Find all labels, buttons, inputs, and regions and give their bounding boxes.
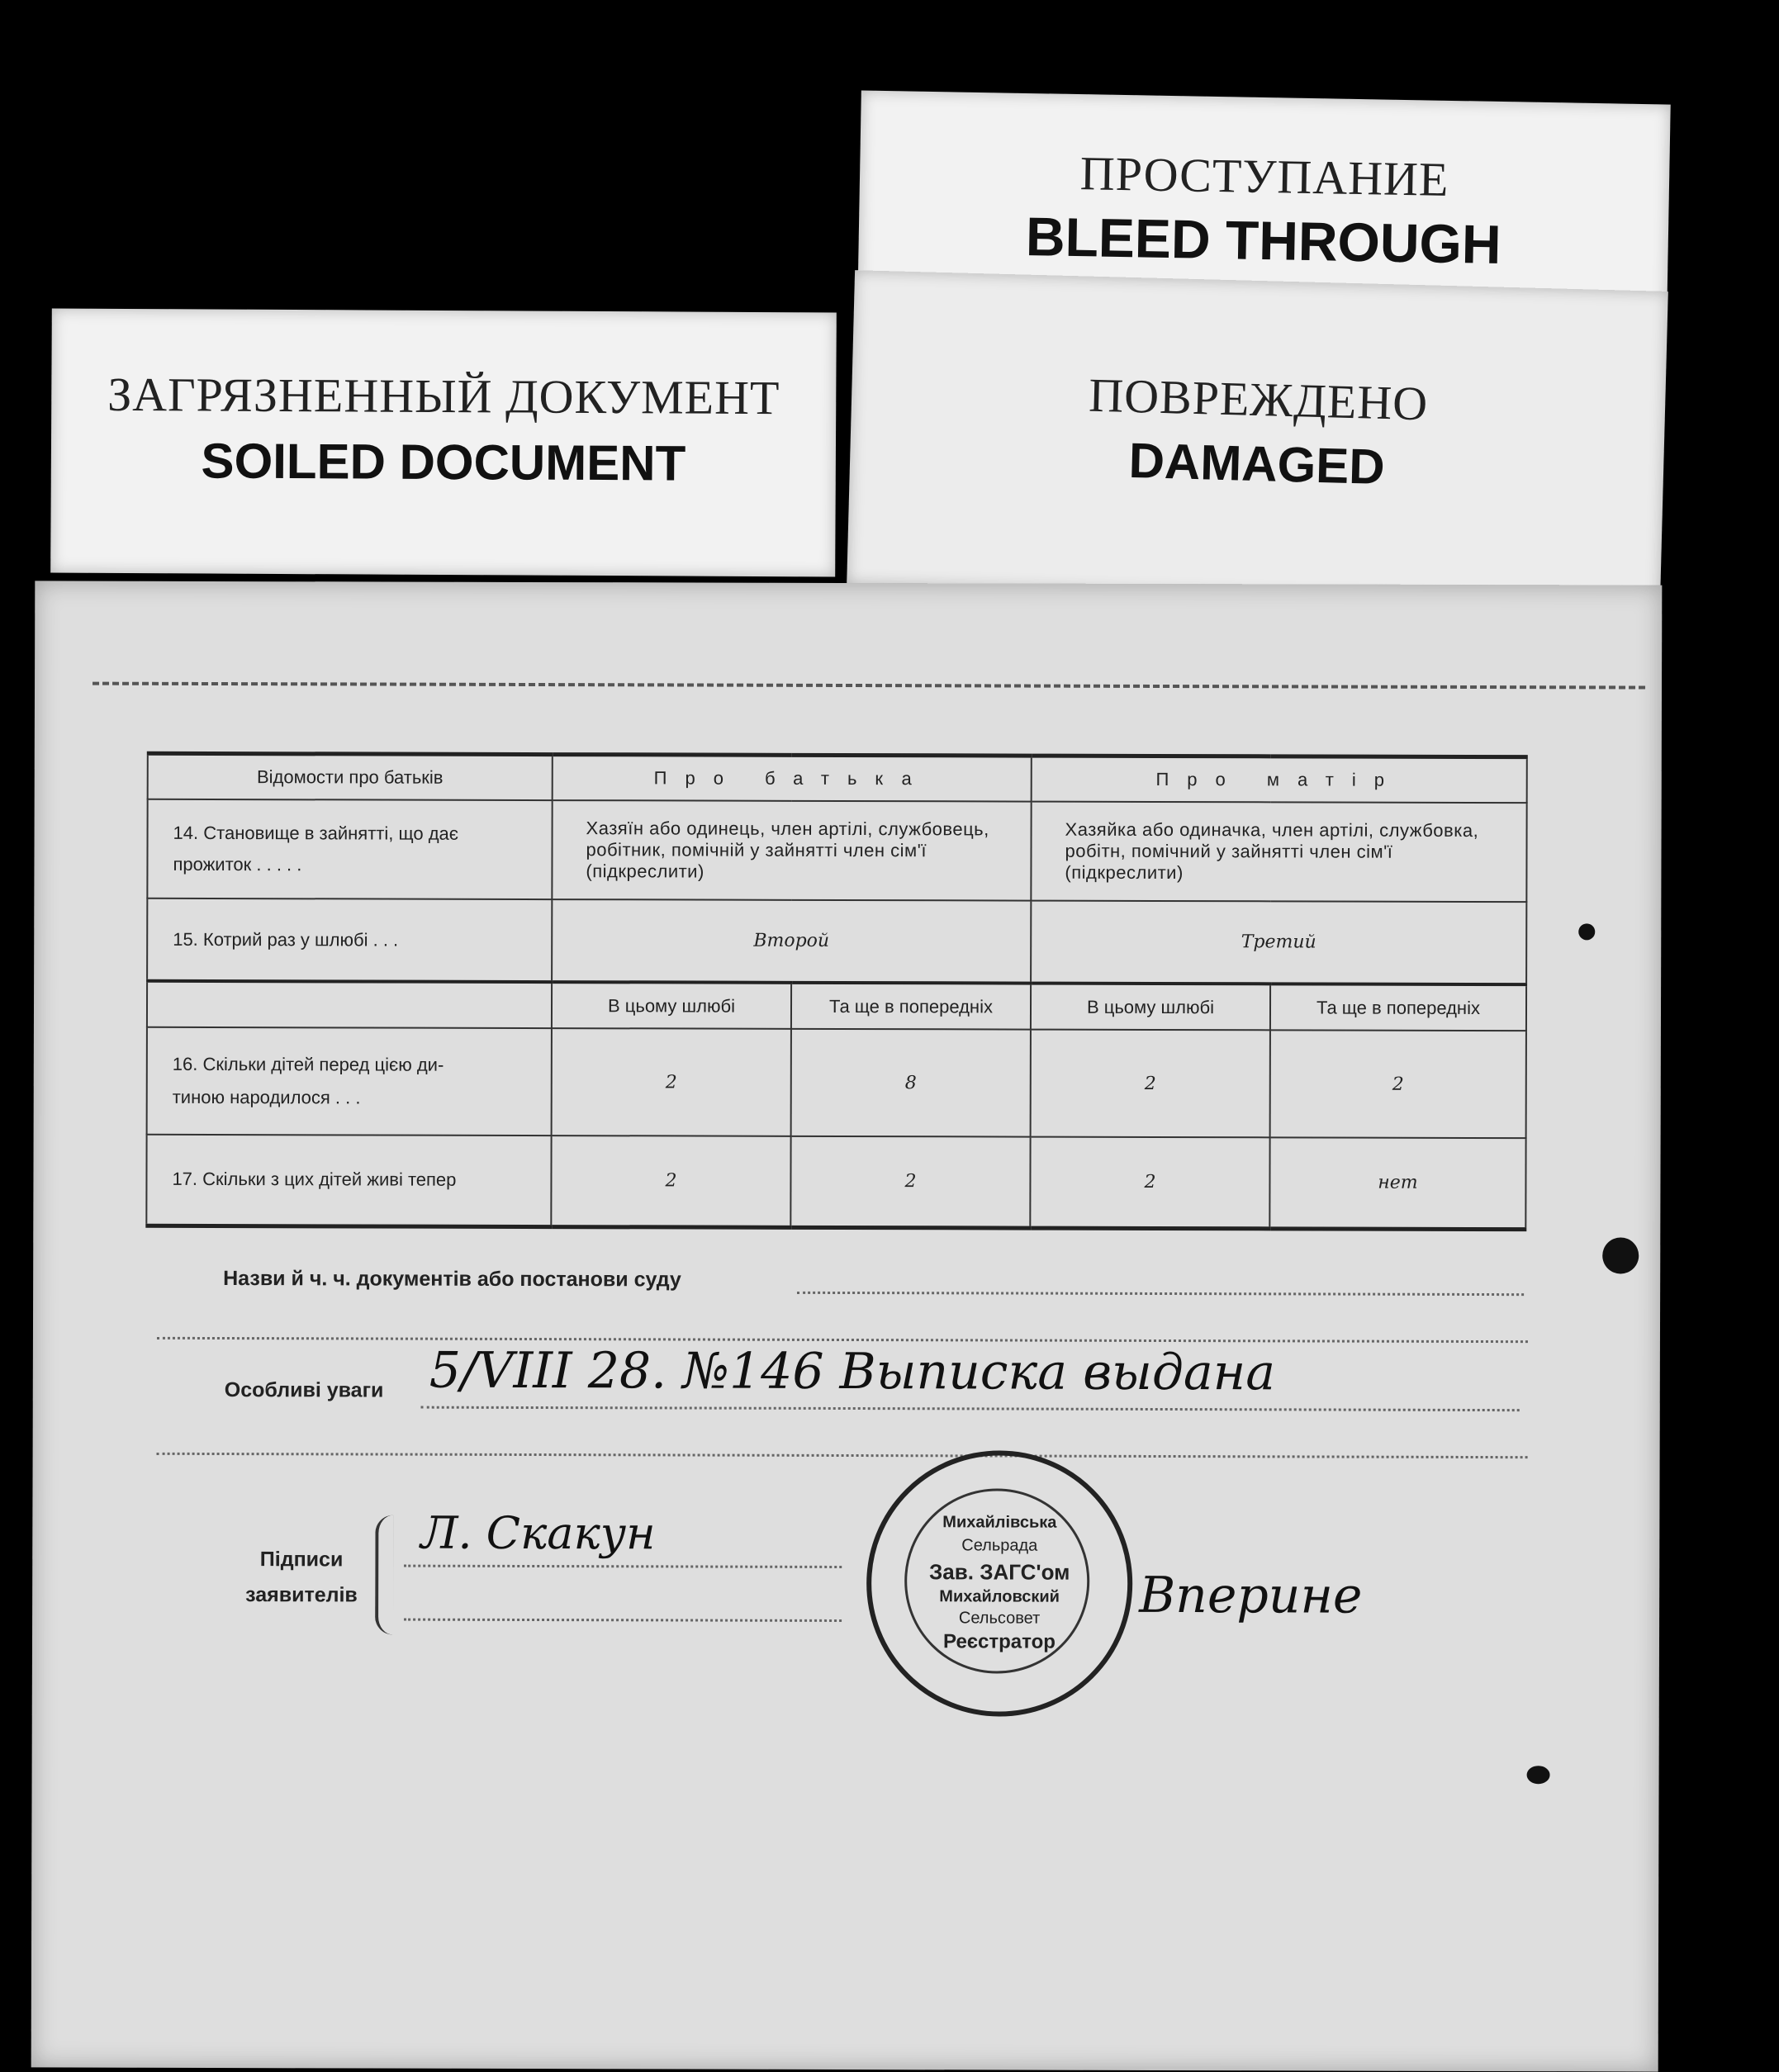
- table-header-row: [148, 753, 1527, 803]
- row15-mother: Третий: [1031, 901, 1526, 985]
- damaged-label-ru: ПОВРЕЖДЕНО: [1088, 367, 1429, 431]
- row15-father: Второй: [552, 899, 1031, 984]
- signatures-label: [245, 1548, 358, 1607]
- perforation-line: [93, 682, 1645, 690]
- signature-dotted-line-1: [404, 1565, 842, 1568]
- row14-label-line1: 14. Становище в зайнятті, що дає: [173, 822, 459, 844]
- documents-label: Назви й ч. ч. документів або постанови суду: [223, 1267, 681, 1292]
- row16-label-line1: 16. Скільки дітей перед цією ди-: [172, 1053, 444, 1075]
- bleed-label-en: BLEED THROUGH: [1025, 205, 1502, 276]
- row16-label: [147, 1027, 552, 1136]
- stamp-line-4: Михайловский: [939, 1587, 1060, 1606]
- row16-mother-this: 2: [1031, 1030, 1270, 1138]
- signatures-label-line2: заявителів: [245, 1583, 358, 1607]
- row15-label: 15. Котрий раз у шлюбі . . .: [147, 898, 552, 982]
- soiled-label-ru: ЗАГРЯЗНЕННЫЙ ДОКУМЕНТ: [107, 367, 780, 425]
- bleed-label-ru: ПРОСТУПАНИЕ: [1079, 146, 1449, 206]
- stamp-line-6: Реєстратор: [943, 1630, 1056, 1653]
- damaged-card: [847, 270, 1668, 605]
- notes-dotted-line-2: [157, 1453, 1528, 1458]
- row17-father-previous: 2: [790, 1136, 1030, 1228]
- row14-label-line2: прожиток . . . . .: [173, 853, 302, 875]
- subheader-father-this: В цьому шлюбі: [552, 982, 791, 1029]
- row17-mother-previous: нет: [1269, 1137, 1525, 1229]
- official-stamp: [866, 1450, 1133, 1717]
- row16-father-previous: 8: [791, 1029, 1031, 1137]
- stamp-line-5: Сельсовет: [958, 1609, 1041, 1628]
- stamp-line-1: Михайлівська: [942, 1513, 1057, 1532]
- row17-mother-this: 2: [1030, 1137, 1269, 1229]
- subheader-father-previous: Та ще в попередніх: [791, 983, 1031, 1030]
- table-row: [147, 1027, 1526, 1138]
- row17-father-this: 2: [551, 1136, 790, 1227]
- header-father: Про батька: [553, 755, 1032, 802]
- documents-dotted-line: [797, 1292, 1524, 1296]
- punch-mark: [1578, 923, 1595, 940]
- subheader-mother-previous: Та ще в попередніх: [1270, 984, 1526, 1031]
- row14-father: Хазяїн або одинець, член артілі, службовець, робітник, помічній у зайнятті член сім'ї (підкреслити): [552, 800, 1031, 901]
- table-row: [146, 1135, 1525, 1229]
- soiled-document-card: [50, 309, 837, 577]
- punch-mark: [1527, 1766, 1550, 1784]
- subheader-mother-this: В цьому шлюбі: [1031, 984, 1270, 1031]
- row14-mother: Хазяйка або одиначка, член артілі, службовка, робітн, помічний у зайнятті член сім'ї (підкреслити): [1031, 802, 1526, 903]
- soiled-label-en: SOILED DOCUMENT: [201, 433, 686, 491]
- stamp-line-2: Сельрада: [961, 1536, 1038, 1555]
- damaged-label-en: DAMAGED: [1127, 432, 1386, 495]
- table-row: [147, 799, 1526, 902]
- parents-table: [145, 752, 1526, 1231]
- registration-form-page: [31, 581, 1663, 2071]
- punch-hole: [1602, 1237, 1639, 1273]
- row16-mother-previous: 2: [1270, 1030, 1526, 1138]
- subheader-blank: [147, 981, 552, 1028]
- signature-dotted-line-2: [404, 1619, 842, 1622]
- row17-label: 17. Скільки з цих дітей живі тепер: [146, 1135, 551, 1226]
- signature-1: Л. Скакун: [420, 1506, 656, 1560]
- header-mother: Про матір: [1032, 756, 1527, 803]
- table-subheader-row: [147, 981, 1526, 1031]
- notes-label: Особливі уваги: [224, 1378, 384, 1402]
- row16-label-line2: тиною народилося . . .: [172, 1086, 361, 1108]
- signature-2: Вперине: [1139, 1566, 1363, 1625]
- row16-father-this: 2: [552, 1028, 791, 1136]
- signatures-brace: [375, 1515, 393, 1635]
- stamp-line-3: Зав. ЗАГС'ом: [928, 1559, 1070, 1585]
- notes-dotted-line: [421, 1406, 1520, 1411]
- signatures-label-line1: Підписи: [259, 1548, 344, 1572]
- notes-handwritten: 5/VIII 28. №146 Выписка выдана: [429, 1341, 1276, 1402]
- row14-label: [147, 799, 552, 899]
- header-parents-info: Відомости про батьків: [148, 753, 553, 800]
- table-row: [147, 898, 1526, 984]
